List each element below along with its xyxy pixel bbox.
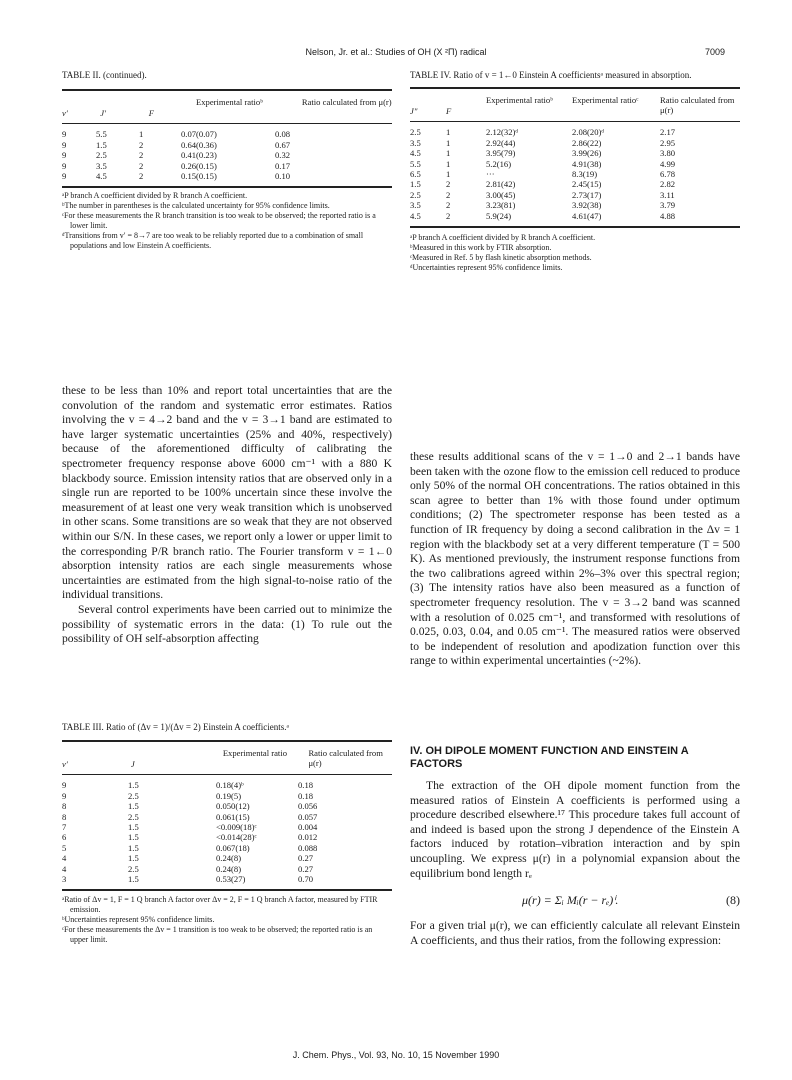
table-cell: 2 [139,171,144,182]
table-row [410,138,740,148]
header-cell: Ratio calculated from μ(r) [308,748,383,769]
table-cell: 1.5 [410,179,421,190]
table-cell: 0.18(4)ᵇ [216,780,244,791]
table-bottom-rule [410,226,740,228]
table-cell: 2.08(20)ᵈ [572,127,605,138]
table-cell: 0.18 [298,790,314,801]
table-cell: 4.5 [410,210,421,221]
table-header-rule [62,774,392,775]
table-cell: 1.5 [128,874,139,885]
table-row [62,801,392,811]
table-cell: 2.5 [410,127,421,138]
table-cell: 0.056 [298,801,318,812]
table-footnote: ᶜFor these measurements the Δv = 1 transition is too weak to be observed; the reported ratio is an upper limit. [62,925,373,945]
table-cell: 9 [62,129,67,140]
table-cell: 9 [62,160,67,171]
table-cell: 1.5 [128,842,139,853]
paragraph: these results additional scans of the v = 1→0 and 2→1 bands have been taken with the ozone flow to the emission cell reduced to produce only 50% of the normal OH concentrations. The ratios obtained in this scan agree to better than 1% with those found under optimum conditions; (2) The spectrometer response has been tested as a function of IR frequency by doing a second calibration in the Δv = 1 region with the blackbody set at a very different temperature (T = 500 K). As mentioned previously, the instrument response functions from the two calibrations agreed within 2%–3% over this spectral region; (3) The intensity ratios have also been measured as a function of spectrometer frequency resolution. The v = 3→2 band was scanned with a resolution of 0.025 cm⁻¹, and transformed with resolutions of 0.025, 0.03, 0.04, and 0.05 cm⁻¹. The measured ratios were observed to be independent of resolution and apodization function over this range to within experimental uncertainties (~2%). [410,450,740,668]
header-cell: F [148,108,154,118]
table-cell: 3.23(81) [486,200,516,211]
table-cell: 0.32 [275,150,291,161]
table-cell: 2.5 [410,189,421,200]
table-row [62,853,392,863]
table-cell: 6.78 [660,169,676,180]
section-heading: IV. OH DIPOLE MOMENT FUNCTION AND EINSTEIN A FACTORS [410,745,689,770]
table-footnote: ᵇThe number in parentheses is the calculated uncertainty for 95% confidence limits. [62,201,330,211]
header-cell: Experimental ratioᵇ [196,97,263,107]
table-cell: 0.10 [275,171,291,182]
table-row [62,791,392,801]
paragraph: these to be less than 10% and report total uncertainties that are the convolution of the random and systematic error estimates. Ratios involving the v = 4→2 band and the v = 3→1 band are estimated to have larger systematic uncertainties (25% and 40%, respectively) because of the aforementioned difficulty of calibrating the spectrometer frequency response above 6000 cm⁻¹ with a 880 K blackbody source. Emission intensity ratios that are observed only in a single run are reported to be 100% uncertain since these involve the measurement of at least one very weak transition which is unobserved in other scans. Some transitions are so weak that they are not observed within our S/N. In these cases, we report only a lower or upper limit to the corresponding P/R branch ratio. The Fourier transform v = 1←0 absorption intensity ratios are each single measurements whose uncertainties are estimated from the high signal-to-noise ratio of the individual transitions. [62,384,392,602]
table-cell: 2.5 [128,790,139,801]
table-3 [62,722,392,945]
table-cell: 3.00(45) [486,189,516,200]
table-cell: 0.18 [298,780,314,791]
table-cell: 0.24(8) [216,863,242,874]
table-cell: 3.79 [660,200,676,211]
table-4-caption: TABLE IV. Ratio of v = 1←0 Einstein A coefficientsᵃ measured in absorption. [410,70,692,80]
left-column-text [62,384,392,647]
header-cell: Ratio calculated from μ(r) [301,97,392,107]
table-2-grid [62,97,392,118]
paragraph: For a given trial μ(r), we can efficiently calculate all relevant Einstein A coefficients, and thus their ratios, from the following expression: [410,919,740,947]
table-row [62,150,392,160]
table-cell: 0.53(27) [216,874,246,885]
table-top-rule [62,89,392,91]
table-cell: 2 [446,179,451,190]
table-cell: 0.15(0.15) [181,171,217,182]
table-cell: 0.26(0.15) [181,160,217,171]
table-cell: 8 [62,811,67,822]
table-cell: 4.99 [660,158,676,169]
table-row [410,148,740,158]
table-cell: 1 [446,169,451,180]
header-cell: J″ [410,106,418,116]
table-cell: 0.27 [298,863,314,874]
table-cell: 2.5 [128,863,139,874]
table-row [62,161,392,171]
table-cell: 0.067(18) [216,842,250,853]
table-cell: 3.99(26) [572,148,602,159]
table-cell: 9 [62,139,67,150]
table-cell: 2 [139,150,144,161]
table-cell: 7 [62,822,67,833]
table-cell: 0.67 [275,139,291,150]
section-4 [410,745,740,948]
table-cell: 2.81(42) [486,179,516,190]
right-column-text [410,450,740,669]
table-cell: 2.17 [660,127,676,138]
table-cell: 1.5 [96,139,107,150]
table-footnote: ᶜMeasured in Ref. 5 by flash kinetic absorption methods. [410,253,592,263]
table-row [410,200,740,210]
header-cell: F [446,106,452,116]
table-cell: 9 [62,780,67,791]
header-cell: v′ [62,108,68,118]
table-cell: 0.061(15) [216,811,250,822]
equation-number: (8) [726,893,740,908]
header-cell: Experimental ratioᶜ [572,95,639,105]
table-row [62,832,392,842]
header-cell: J′ [100,108,106,118]
table-row [62,171,392,181]
table-cell: 1 [446,127,451,138]
table-footnote: ᵇUncertainties represent 95% confidence limits. [62,915,215,925]
table-bottom-rule [62,186,392,188]
table-cell: 0.17 [275,160,291,171]
page-number: 7009 [705,47,726,57]
table-header-rule [410,121,740,122]
table-4 [410,70,740,273]
table-cell: 2 [446,210,451,221]
table-cell: 0.088 [298,842,318,853]
header-cell: Experimental ratioᵇ [486,95,553,105]
table-cell: ··· [486,169,495,180]
table-cell: 2.5 [96,150,107,161]
table-cell: 2 [446,189,451,200]
table-cell: 0.004 [298,822,318,833]
table-cell: 3.5 [96,160,107,171]
table-cell: 2 [446,200,451,211]
table-footnote: ᵃRatio of Δv = 1, F = 1 Q branch A factor over Δv = 2, F = 1 Q branch A factor, measured by FTIR emission. [62,895,378,915]
table-cell: 3.5 [410,200,421,211]
table-cell: 5.5 [96,129,107,140]
header-cell: Ratio calculated from μ(r) [660,95,735,116]
table-row [410,169,740,179]
table-2-caption: TABLE II. (continued). [62,70,147,80]
table-cell: 1.5 [128,853,139,864]
table-footnote: ᵇMeasured in this work by FTIR absorption. [410,243,552,253]
table-cell: <0.009(18)ᶜ [216,822,257,833]
table-cell: 6 [62,832,67,843]
table-2-body [62,129,392,181]
table-cell: 0.050(12) [216,801,250,812]
header-cell: Experimental ratio [222,748,288,758]
table-2 [62,70,392,251]
table-row [62,864,392,874]
equation-text: μ(r) = Σᵢ Mᵢ(r − rₑ)ⁱ. [522,893,619,908]
table-cell: <0.014(28)ᶜ [216,832,257,843]
table-cell: 9 [62,790,67,801]
table-top-rule [410,87,740,89]
table-cell: 9 [62,171,67,182]
table-cell: 4.5 [96,171,107,182]
table-cell: 4.88 [660,210,676,221]
table-footnote: ᵈTransitions from v′ = 8→7 are too weak to be reliably reported due to a combination of small populations and low Einstein A coefficients. [62,231,364,251]
table-cell: 4 [62,853,67,864]
table-row [410,211,740,221]
table-cell: 2.82 [660,179,676,190]
table-footnote: ᵈUncertainties represent 95% confidence limits. [410,263,563,273]
header-cell: J [130,759,135,769]
table-footnote: ᵃP branch A coefficient divided by R branch A coefficient. [410,233,596,243]
table-footnote: ᶜFor these measurements the R branch transition is too weak to be observed; the reported ratio is a lower limit. [62,211,376,231]
table-4-footnotes [410,233,740,273]
table-3-grid [62,748,392,769]
table-cell: 2.92(44) [486,137,516,148]
table-cell: 5 [62,842,67,853]
table-2-footnotes [62,191,392,251]
table-cell: 6.5 [410,169,421,180]
table-cell: 1 [446,137,451,148]
table-cell: 2.45(15) [572,179,602,190]
table-cell: 8 [62,801,67,812]
table-row [62,812,392,822]
table-cell: 3.95(79) [486,148,516,159]
table-cell: 2 [139,160,144,171]
table-cell: 2 [139,139,144,150]
table-cell: 1 [139,129,144,140]
table-bottom-rule [62,889,392,891]
table-cell: 1.5 [128,832,139,843]
table-header-row [62,97,392,118]
table-cell: 3 [62,874,67,885]
table-cell: 0.07(0.07) [181,129,217,140]
table-cell: 4.5 [410,148,421,159]
table-cell: 2.73(17) [572,189,602,200]
running-header: Nelson, Jr. et al.: Studies of OH (X ²Π) radical [305,47,487,57]
table-cell: 1.5 [128,801,139,812]
table-row [62,843,392,853]
journal-footer: J. Chem. Phys., Vol. 93, No. 10, 15 November 1990 [292,1050,500,1060]
table-cell: 5.2(16) [486,158,512,169]
table-cell: 1.5 [128,822,139,833]
table-cell: 5.9(24) [486,210,512,221]
table-cell: 8.3(19) [572,169,598,180]
table-cell: 0.08 [275,129,291,140]
table-row [410,159,740,169]
table-row [62,874,392,884]
paragraph: Several control experiments have been carried out to minimize the possibility of systematic errors in the data: (1) To rule out the possibility of OH self-absorption affecting [62,602,392,646]
table-cell: 2.5 [128,811,139,822]
table-cell: 2.95 [660,137,676,148]
table-cell: 3.92(38) [572,200,602,211]
table-cell: 4.61(47) [572,210,602,221]
table-4-body [410,127,740,221]
table-row [410,179,740,189]
table-cell: 2.86(22) [572,137,602,148]
equation-8 [410,885,740,915]
table-header-row [62,748,392,769]
table-cell: 1 [446,158,451,169]
table-cell: 5.5 [410,158,421,169]
table-cell: 0.27 [298,853,314,864]
table-top-rule [62,740,392,742]
table-3-caption: TABLE III. Ratio of (Δv = 1)/(Δv = 2) Einstein A coefficients.ᵃ [62,722,290,732]
table-row [62,129,392,139]
table-row [410,190,740,200]
table-cell: 0.64(0.36) [181,139,217,150]
table-3-body [62,780,392,884]
table-cell: 0.012 [298,832,318,843]
table-4-grid [410,95,740,116]
table-cell: 3.80 [660,148,676,159]
table-cell: 3.5 [410,137,421,148]
table-cell: 9 [62,150,67,161]
table-cell: 0.057 [298,811,318,822]
table-header-row [410,95,740,116]
header-cell: v′ [62,759,68,769]
table-cell: 4.91(38) [572,158,602,169]
table-3-footnotes [62,895,392,945]
table-cell: 0.70 [298,874,314,885]
paragraph: The extraction of the OH dipole moment function from the measured ratios of Einstein A coefficients is performed using a procedure described elsewhere.¹⁷ This procedure takes full account of and indeed is based upon the strong J dependence of the Einstein A factors induced by rotation–vibration interaction and by spin uncoupling. We express μ(r) in a polynomial expansion about the equilibrium bond length rₑ [410,779,740,880]
table-cell: 0.41(0.23) [181,150,217,161]
table-cell: 2.12(32)ᵈ [486,127,519,138]
table-cell: 0.24(8) [216,853,242,864]
table-row [62,822,392,832]
table-cell: 1 [446,148,451,159]
table-row [62,140,392,150]
table-row [62,780,392,790]
table-cell: 4 [62,863,67,874]
table-cell: 1.5 [128,780,139,791]
table-cell: 0.19(5) [216,790,242,801]
table-footnote: ᵃP branch A coefficient divided by R branch A coefficient. [62,191,248,201]
table-cell: 3.11 [660,189,675,200]
table-row [410,127,740,137]
table-header-rule [62,123,392,124]
